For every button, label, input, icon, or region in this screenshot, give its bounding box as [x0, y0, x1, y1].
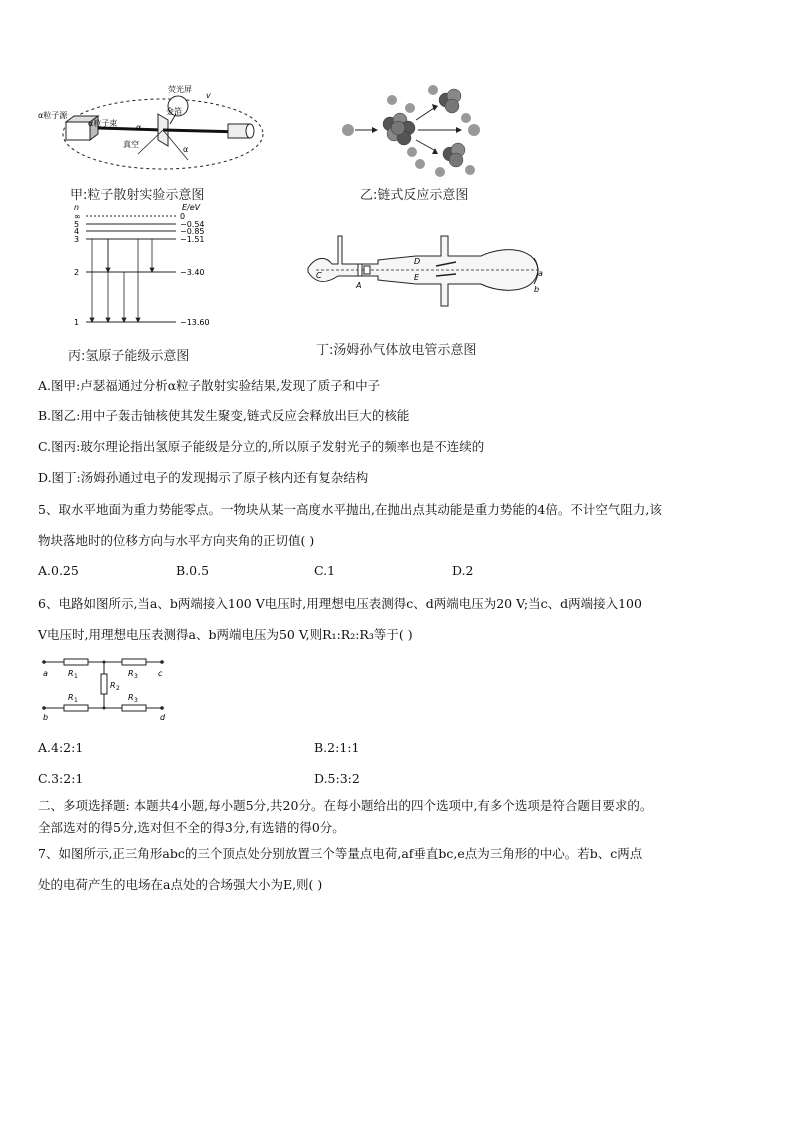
circuit-sub-r3-top: 3	[134, 673, 138, 680]
circuit-sub-r1-bottom: 1	[74, 697, 78, 704]
label-A: A	[356, 281, 362, 290]
circuit-sub-r2: 2	[116, 685, 120, 692]
q7-line-2: 处的电荷产生的电场在a点处的合场强大小为E,则( )	[38, 877, 323, 892]
q5-option-a: A.0.25	[38, 563, 79, 578]
figure-ding	[306, 226, 546, 316]
label-alpha: α	[136, 123, 142, 132]
discharge-tube-diagram	[306, 226, 546, 316]
caption-ding: 丁:汤姆孙气体放电管示意图	[316, 343, 477, 358]
circuit-label-b: b	[43, 713, 49, 722]
circuit-label-r3-bottom: R	[128, 693, 134, 702]
circuit-label-r1-top: R	[68, 669, 74, 678]
q4-option-a: A.图甲:卢瑟福通过分析α粒子散射实验结果,发现了质子和中子	[38, 378, 381, 393]
q6-option-d: D.5:3:2	[314, 771, 360, 786]
circuit-label-c: c	[158, 669, 163, 678]
figure-yi	[338, 82, 498, 182]
alpha-scattering-diagram	[38, 84, 268, 184]
q7-line-1: 7、如图所示,正三角形abc的三个顶点处分别放置三个等量点电荷,af垂直bc,e点为三角形的中心。若b、c两点	[38, 846, 643, 861]
circuit-sub-r1-top: 1	[74, 673, 78, 680]
q4-option-b: B.图乙:用中子轰击铀核使其发生聚变,链式反应会释放出巨大的核能	[38, 408, 410, 423]
label-E: E	[414, 273, 420, 282]
label-D: D	[414, 257, 421, 266]
caption-yi: 乙:链式反应示意图	[360, 188, 469, 203]
circuit-label-a: a	[43, 669, 48, 678]
caption-jia: 甲:粒子散射实验示意图	[70, 188, 205, 203]
label-C: C	[316, 271, 322, 280]
label-a: a	[538, 269, 543, 278]
q6-line-2: V电压时,用理想电压表测得a、b两端电压为50 V,则R₁:R₂:R₃等于( )	[38, 627, 413, 642]
circuit-label-r1-bottom: R	[68, 693, 74, 702]
label-v: v	[206, 91, 211, 100]
q5-line-2: 物块落地时的位移方向与水平方向夹角的正切值( )	[38, 533, 315, 548]
level-e-1: −13.60	[180, 318, 210, 327]
q6-option-a: A.4:2:1	[38, 740, 84, 755]
level-e-inf: 0	[180, 212, 186, 221]
level-n-inf: ∞	[74, 212, 81, 221]
level-e-4: −0.85	[180, 227, 205, 236]
q4-option-c: C.图丙:玻尔理论指出氢原子能级是分立的,所以原子发射光子的频率也是不连续的	[38, 439, 485, 454]
level-n-2: 2	[74, 268, 80, 277]
level-e-3: −1.51	[180, 235, 205, 244]
level-e-2: −3.40	[180, 268, 205, 277]
chain-reaction-diagram	[338, 82, 498, 182]
label-alpha-source: α粒子源	[38, 111, 68, 120]
level-n-3: 3	[74, 235, 80, 244]
energy-level-diagram	[72, 202, 232, 332]
header-e: E/eV	[182, 203, 201, 212]
caption-bing: 丙:氢原子能级示意图	[68, 349, 190, 364]
section2-line-1: 二、多项选择题: 本题共4小题,每小题5分,共20分。在每小题给出的四个选项中,有多个选项是符合题目要求的。	[38, 798, 653, 813]
q6-option-b: B.2:1:1	[314, 740, 360, 755]
figure-jia	[38, 84, 268, 184]
q4-option-d: D.图丁:汤姆孙通过电子的发现揭示了原子核内还有复杂结构	[38, 470, 369, 485]
q6-line-1: 6、电路如图所示,当a、b两端接入100 V电压时,用理想电压表测得c、d两端电压为20 V;当c、d两端接入100	[38, 596, 642, 611]
level-n-4: 4	[74, 227, 80, 236]
circuit-sub-r3-bottom: 3	[134, 697, 138, 704]
label-b: b	[534, 285, 540, 294]
level-n-5: 5	[74, 220, 80, 229]
section2-line-2: 全部选对的得5分,选对但不全的得3分,有选错的得0分。	[38, 820, 345, 835]
circuit-label-r3-top: R	[128, 669, 134, 678]
label-screen: 荧光屏	[168, 85, 192, 94]
label-foil: 金箔	[166, 107, 182, 116]
header-n: n	[74, 203, 80, 212]
label-alpha-beam: α粒子束	[88, 119, 118, 128]
level-n-1: 1	[74, 318, 80, 327]
q5-option-d: D.2	[452, 563, 474, 578]
circuit-label-r2: R	[110, 681, 116, 690]
circuit-label-d: d	[160, 713, 166, 722]
figure-bing	[72, 202, 232, 332]
q5-option-c: C.1	[314, 563, 336, 578]
q5-option-b: B.0.5	[176, 563, 210, 578]
label-vacuum: 真空	[123, 140, 139, 149]
circuit-diagram	[40, 652, 180, 722]
q6-circuit	[40, 652, 180, 722]
q5-line-1: 5、取水平地面为重力势能零点。一物块从某一高度水平抛出,在抛出点其动能是重力势能的4倍。不计空气阻力,该	[38, 502, 662, 517]
level-e-5: −0.54	[180, 220, 205, 229]
label-alpha-2: α	[183, 145, 189, 154]
q6-option-c: C.3:2:1	[38, 771, 84, 786]
